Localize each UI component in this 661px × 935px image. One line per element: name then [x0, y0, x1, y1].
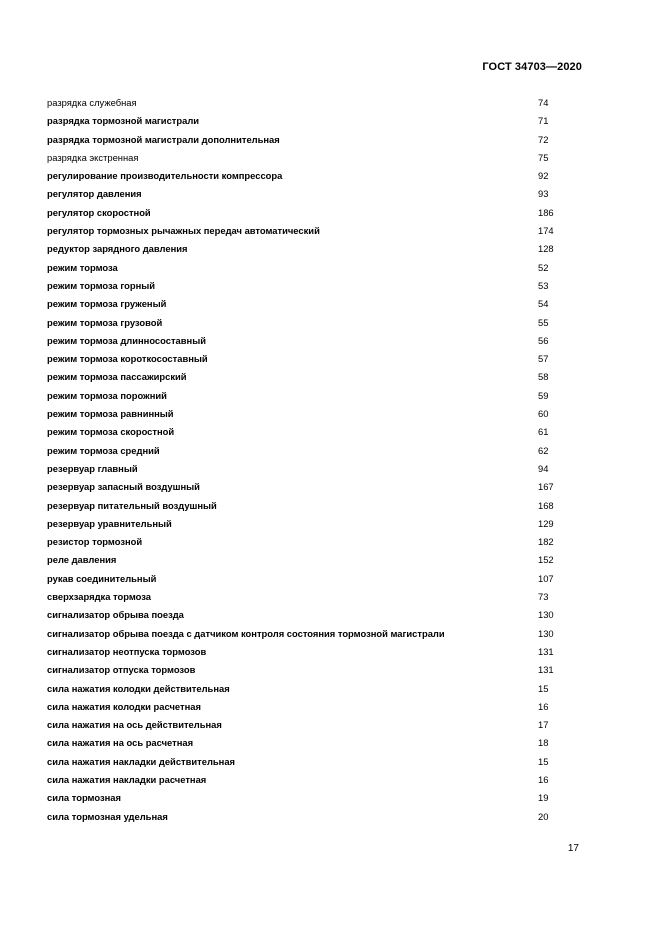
index-page-ref: 15 [538, 682, 549, 694]
index-entry [47, 95, 577, 113]
index-entry [47, 772, 577, 790]
index-page-ref: 17 [538, 719, 549, 731]
index-entry [47, 296, 577, 314]
index-entry [47, 278, 577, 296]
index-entry [47, 461, 577, 479]
index-page-ref: 16 [538, 773, 549, 785]
index-page-ref: 168 [538, 499, 554, 511]
index-entry [47, 223, 577, 241]
index-entry [47, 333, 577, 351]
index-term: сигнализатор обрыва поезда с датчиком контроля состояния тормозной магистрали [47, 627, 445, 639]
index-page-ref: 93 [538, 188, 549, 200]
index-page-ref: 15 [538, 755, 549, 767]
index-entry [47, 241, 577, 259]
index-entry [47, 369, 577, 387]
index-term: регулирование производительности компрессора [47, 170, 283, 182]
index-term: режим тормоза короткосоставный [47, 353, 208, 365]
index-term: регулятор тормозных рычажных передач автоматический [47, 225, 320, 237]
index-page-ref: 20 [538, 810, 549, 822]
index-page-ref: 131 [538, 645, 554, 657]
index-term: режим тормоза скоростной [47, 426, 175, 438]
index-entry [47, 516, 577, 534]
index-term: реле давления [47, 554, 117, 566]
index-entry [47, 388, 577, 406]
index-page-ref: 61 [538, 426, 549, 438]
index-term: сила нажатия накладки расчетная [47, 773, 207, 785]
index-term: рукав соединительный [47, 572, 157, 584]
index-entry [47, 205, 577, 223]
index-page-ref: 16 [538, 700, 549, 712]
index-page-ref: 129 [538, 517, 554, 529]
index-entry [47, 113, 577, 131]
index-term: режим тормоза равнинный [47, 408, 174, 420]
page-number: 17 [567, 843, 579, 854]
index-entry [47, 552, 577, 570]
index-term: разрядка служебная [47, 97, 137, 108]
index-entry [47, 662, 577, 680]
index-page-ref: 94 [538, 462, 549, 474]
index-term: разрядка экстренная [47, 151, 139, 163]
index-entry [47, 351, 577, 369]
index-term: сверхзарядка тормоза [47, 591, 152, 603]
index-page-ref: 52 [538, 261, 549, 273]
index-page-ref: 182 [538, 536, 554, 548]
index-entry [47, 607, 577, 625]
index-entry [47, 571, 577, 589]
index-term: сила нажатия колодки действительная [47, 682, 230, 694]
index-page-ref: 174 [538, 225, 554, 237]
index-term: режим тормоза грузовой [47, 316, 163, 328]
index-term: сила нажатия на ось действительная [47, 719, 222, 731]
index-entry [47, 790, 577, 808]
index-entry [47, 589, 577, 607]
index-term: сигнализатор неотпуска тормозов [47, 645, 207, 657]
index-term: сигнализатор отпуска тормозов [47, 664, 196, 676]
index-term: резервуар запасный воздушный [47, 481, 200, 493]
index-page-ref: 53 [538, 279, 549, 291]
index-term: сигнализатор обрыва поезда [47, 609, 184, 621]
index-page-ref: 73 [538, 591, 549, 603]
index-page-ref: 92 [538, 170, 549, 182]
index-page-ref: 186 [538, 206, 554, 218]
index-entry [47, 626, 577, 644]
index-entry [47, 406, 577, 424]
index-term: режим тормоза горный [47, 279, 155, 291]
index-term: разрядка тормозной магистрали [47, 115, 200, 127]
index-term: сила нажатия колодки расчетная [47, 700, 201, 712]
index-page-ref: 60 [538, 408, 549, 420]
index-page-ref: 131 [538, 664, 554, 676]
index-term: сила нажатия накладки действительная [47, 755, 236, 767]
index-page-ref: 62 [538, 444, 549, 456]
index-page-ref: 55 [538, 316, 549, 328]
index-term: резервуар уравнительный [47, 517, 172, 529]
index-entry [47, 186, 577, 204]
index-page-ref: 75 [538, 151, 549, 163]
index-page-ref: 130 [538, 627, 554, 639]
index-entry [47, 260, 577, 278]
document-code: ГОСТ 34703—2020 [482, 61, 582, 73]
index-term: редуктор зарядного давления [47, 243, 188, 255]
index-term: режим тормоза длинносоставный [47, 334, 206, 346]
index-entry [47, 168, 577, 186]
index-term: разрядка тормозной магистрали дополнительная [47, 133, 280, 145]
index-term: сила тормозная удельная [47, 810, 168, 822]
index-page-ref: 74 [538, 97, 549, 108]
index-entry [47, 735, 577, 753]
index-entry [47, 681, 577, 699]
index-term: резистор тормозной [47, 536, 143, 548]
index-term: сила нажатия на ось расчетная [47, 737, 194, 749]
index-term: резервуар питательный воздушный [47, 499, 217, 511]
index-page-ref: 57 [538, 353, 549, 365]
index-page-ref: 71 [538, 115, 549, 127]
index-page-ref: 128 [538, 243, 554, 255]
index-page-ref: 152 [538, 554, 554, 566]
index-page-ref: 167 [538, 481, 554, 493]
index-term: режим тормоза средний [47, 444, 160, 456]
index-entry [47, 132, 577, 150]
index-page-ref: 19 [538, 792, 549, 804]
index-entry [47, 315, 577, 333]
index-term: резервуар главный [47, 462, 138, 474]
index-entry [47, 443, 577, 461]
index-page-ref: 59 [538, 389, 549, 401]
index-page-ref: 54 [538, 298, 549, 310]
index-entry [47, 754, 577, 772]
index-term: режим тормоза груженый [47, 298, 167, 310]
index-entry [47, 644, 577, 662]
index-page-ref: 130 [538, 609, 554, 621]
index-page-ref: 56 [538, 334, 549, 346]
index-term: режим тормоза пассажирский [47, 371, 187, 383]
index-entry [47, 479, 577, 497]
index-term: регулятор давления [47, 188, 142, 200]
index-entry [47, 424, 577, 442]
index-term: режим тормоза порожний [47, 389, 167, 401]
index-page-ref: 18 [538, 737, 549, 749]
index-entry [47, 534, 577, 552]
index-page-ref: 72 [538, 133, 549, 145]
index-page-ref: 58 [538, 371, 549, 383]
index-entry [47, 717, 577, 735]
index-entry [47, 699, 577, 717]
index-entry [47, 809, 577, 827]
term-index-list [47, 95, 577, 827]
index-page-ref: 107 [538, 572, 554, 584]
index-term: сила тормозная [47, 792, 121, 804]
index-entry [47, 150, 577, 168]
index-entry [47, 498, 577, 516]
index-term: режим тормоза [47, 261, 118, 273]
index-term: регулятор скоростной [47, 206, 151, 218]
